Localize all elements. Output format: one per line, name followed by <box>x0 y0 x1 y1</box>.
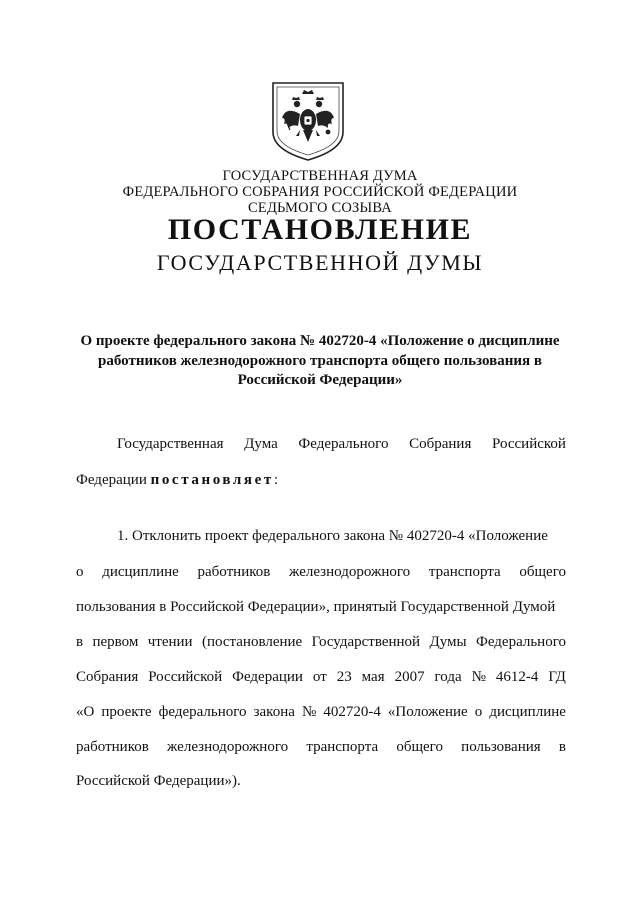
item1-line-5 <box>76 669 566 686</box>
word: федерального <box>158 704 247 720</box>
word: Дума <box>244 436 278 452</box>
item1-line-2 <box>76 564 566 581</box>
word: Государственная <box>117 436 224 452</box>
word: Думы <box>429 634 467 650</box>
word: Российской <box>148 669 223 685</box>
word: года <box>434 669 462 685</box>
word: в <box>76 634 84 650</box>
bill-title-line: Российской Федерации» <box>237 372 403 388</box>
header-duma-name: ГОСУДАРСТВЕННАЯ ДУМА <box>222 168 418 184</box>
word: «Положение <box>387 704 468 720</box>
word: № <box>301 704 317 720</box>
word: 4612-4 <box>495 669 539 685</box>
header-federal-assembly: ФЕДЕРАЛЬНОГО СОБРАНИЯ РОССИЙСКОЙ ФЕДЕРАЦИИ <box>122 184 518 200</box>
word: пользования <box>461 739 541 755</box>
word: железнодорожного <box>289 564 411 580</box>
item1-line-8: Российской Федерации»). <box>76 773 241 789</box>
word: Федерального <box>298 436 389 452</box>
bill-title-line: работников железнодорожного транспорта общего пользования в <box>98 352 542 369</box>
preamble-line-1 <box>117 436 566 453</box>
word: общего <box>396 739 443 755</box>
bill-title <box>70 332 570 391</box>
item1-line-6 <box>76 704 566 721</box>
word: Собрания <box>409 436 472 452</box>
word: № <box>471 669 486 685</box>
preamble-line-2 <box>76 472 278 489</box>
coat-of-arms-emblem-icon <box>270 80 346 162</box>
word: Российской <box>492 436 566 452</box>
word: работников <box>76 739 149 755</box>
word: общего <box>519 564 566 580</box>
word: закона <box>253 704 295 720</box>
item1-line-3: пользования в Российской Федерации», принятый Государственной Думой <box>76 599 556 615</box>
word: чтении <box>147 634 193 650</box>
word: работников <box>197 564 271 580</box>
word: 402720-4 <box>323 704 381 720</box>
document-type-title: ПОСТАНОВЛЕНИЕ <box>167 213 473 246</box>
preamble-text: Федерации <box>76 472 151 488</box>
word: железнодорожного <box>167 739 289 755</box>
item1-line-7 <box>76 739 566 756</box>
word: ГД <box>548 669 566 685</box>
word: 2007 <box>394 669 425 685</box>
word: Собрания <box>76 669 139 685</box>
word: о <box>474 704 483 720</box>
word: Федерации <box>232 669 303 685</box>
word: проекте <box>101 704 152 720</box>
word: Федерального <box>475 634 566 650</box>
word: о <box>76 564 84 580</box>
document-subtitle: ГОСУДАРСТВЕННОЙ ДУМЫ <box>156 250 484 275</box>
word: от <box>312 669 327 685</box>
bill-title-line: О проекте федерального закона № 402720-4 «Положение о дисциплине <box>80 333 560 349</box>
preamble-colon: : <box>273 472 279 488</box>
word: (постановление <box>201 634 303 650</box>
header-convocation: СЕДЬМОГО СОЗЫВА <box>248 200 392 216</box>
word: транспорта <box>428 564 501 580</box>
resolves-word: постановляет <box>150 472 274 488</box>
item1-line-4 <box>76 634 566 651</box>
word: дисциплине <box>489 704 566 720</box>
word: дисциплине <box>102 564 179 580</box>
word: первом <box>92 634 139 650</box>
word: Государственной <box>311 634 421 650</box>
word: мая <box>361 669 385 685</box>
item1-line-1: 1. Отклонить проект федерального закона № 402720-4 «Положение <box>117 528 548 544</box>
word: транспорта <box>306 739 379 755</box>
word: 23 <box>336 669 352 685</box>
word: в <box>558 739 566 755</box>
word: «О <box>76 704 95 720</box>
